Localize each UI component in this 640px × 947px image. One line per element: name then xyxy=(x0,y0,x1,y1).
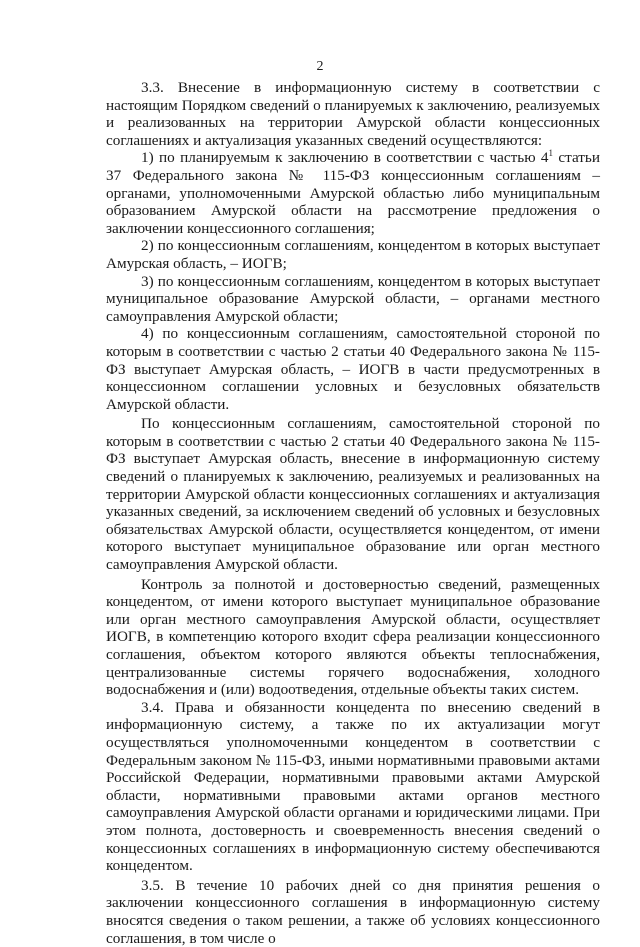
paragraph-item-2: 2) по концессионным соглашениям, концедентом в которых выступает Амурская область, – ИОГВ; xyxy=(106,237,600,272)
paragraph-item-1 xyxy=(106,149,600,237)
page-number: 2 xyxy=(316,59,324,74)
item-1-text-end: статьи 37 Федерального закона № 115-ФЗ концессионным соглашениям – органами, уполномоченными Амурской областью либо муниципальным образованием Амурской области на рассмотрение предложения о заключении концессионного соглашения; xyxy=(106,149,600,237)
paragraph-independent-party: По концессионным соглашениям, самостоятельной стороной по которым в соответствии с частью 2 статьи 40 Федерального закона № 115-ФЗ выступает Амурская область, внесение в информационную систему сведений о планируемых к заключению, реализуемых и реализованных на территории Амурской области концессионных соглашениях и актуализация указанных сведений, за исключением сведений об условных и безусловных обязательствах Амурской области, осуществляется концедентом, от имени которого выступает муниципальное образование или орган местного самоуправления Амурской области. xyxy=(106,415,600,574)
document-body xyxy=(106,79,600,947)
item-1-text-start: 1) по планируемым к заключению в соответствии с частью 4 xyxy=(141,149,549,167)
paragraph-3-3: 3.3. Внесение в информационную систему в соответствии с настоящим Порядком сведений о планируемых к заключению, реализуемых и реализованных на территории Амурской области концессионных соглашениях и актуализация указанных сведений осуществляются: xyxy=(106,79,600,149)
paragraph-item-3: 3) по концессионным соглашениям, концедентом в которых выступает муниципальное образование Амурской области, – органами местного самоуправления Амурской области; xyxy=(106,272,600,325)
paragraph-control: Контроль за полнотой и достоверностью сведений, размещенных концедентом, от имени которого выступает муниципальное образование или орган местного самоуправления Амурской области, осуществляет ИОГВ, в компетенцию которого входит сфера реализации концессионного соглашения, объектом которого являются объекты теплоснабжения, централизованные системы горячего водоснабжения, холодного водоснабжения и (или) водоотведения, отдельные объекты таких систем. xyxy=(106,575,600,699)
paragraph-3-5: 3.5. В течение 10 рабочих дней со дня принятия решения о заключении концессионного соглашения в информационную систему вносятся сведения о таком решении, а также об условиях концессионного соглашения, в том числе о xyxy=(106,876,600,947)
paragraph-item-4: 4) по концессионным соглашениям, самостоятельной стороной по которым в соответствии с частью 2 статьи 40 Федерального закона № 115-ФЗ выступает Амурская область, – ИОГВ в части предусмотренных в концессионном соглашении условных и безусловных обязательств Амурской области. xyxy=(106,325,600,413)
paragraph-3-4: 3.4. Права и обязанности концедента по внесению сведений в информационную систему, а также по их актуализации могут осуществляться уполномоченными концедентом в соответствии с Федеральным законом № 115-ФЗ, иными нормативными правовыми актами Российской Федерации, нормативными правовыми актами Амурской области, нормативными правовыми актами органов местного самоуправления Амурской области органами и юридическими лицами. При этом полнота, достоверность и своевременность внесения сведений о концессионных соглашениях в информационную систему обеспечиваются концедентом. xyxy=(106,698,600,875)
superscript-mark: 1 xyxy=(548,148,554,159)
